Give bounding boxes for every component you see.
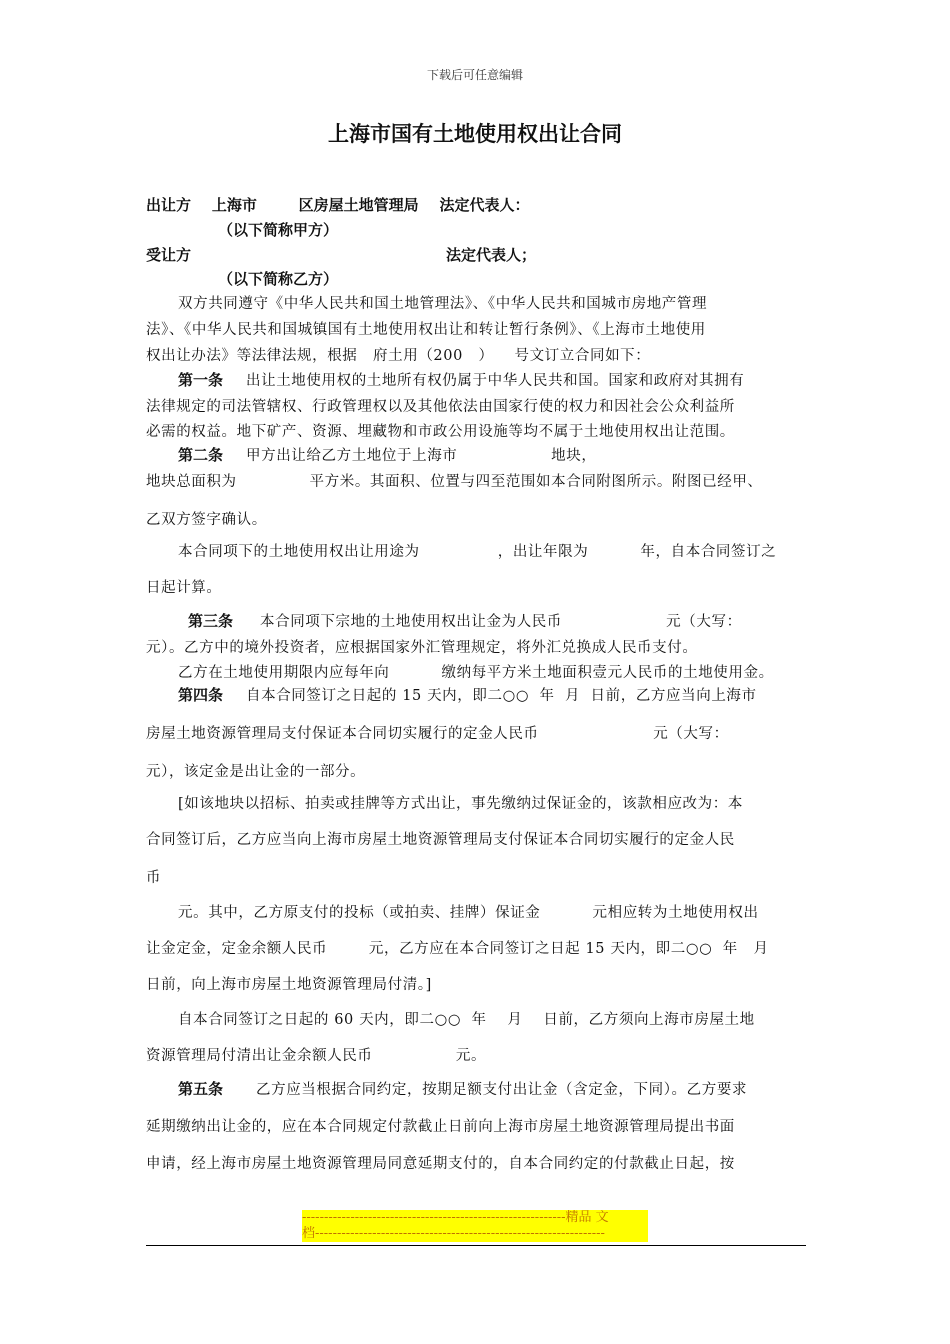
article-4-text: 元），该定金是出让金的一部分。 [146,764,366,780]
article-3-text: 乙方在土地使用期限内应每年向 缴纳每平方米土地面积壹元人民币的土地使用金。 [178,665,774,681]
article-4-text: 自本合同签订之日起的 15 天内，即二○○ 年 月 日前，乙方应当向上海市 [246,688,757,704]
party-b-representative: 法定代表人； [446,246,537,264]
article-5-text: 乙方应当根据合同约定，按期足额支付出让金（含定金，下同）。乙方要求 [256,1082,748,1098]
article-3-text: 元）。乙方中的境外投资者，应根据国家外汇管理规定，将外汇兑换成人民币支付。 [146,640,698,656]
article-2-text: 地块总面积为 平方米。其面积、位置与四至范围如本合同附图所示。附图已经甲、 [146,474,763,490]
article-1-label: 第一条 [178,371,224,389]
article-4-text: 让金定金，定金余额人民币 元，乙方应在本合同签订之日起 15 天内，即二○○ 年 月 [146,941,769,957]
article-3-label: 第三条 [188,612,234,630]
party-b-abbrev: （以下简称乙方） [218,270,339,288]
article-2-text: 乙双方签字确认。 [146,512,267,528]
article-4-text: 资源管理局付清出让金余额人民币 元。 [146,1048,487,1064]
party-a-abbrev: （以下简称甲方） [218,221,339,239]
article-4-text: 自本合同签订之日起的 60 天内，即二○○ 年 月 日前，乙方须向上海市房屋土地 [178,1012,755,1028]
article-1-text: 法律规定的司法管辖权、行政管理权以及其他依法由国家行使的权力和因社会公众利益所 [146,399,735,415]
article-4-text: 日前，向上海市房屋土地资源管理局付清。] [146,977,432,993]
article-2-text: 日起计算。 [146,580,222,596]
article-3-text: 本合同项下宗地的土地使用权出让金为人民币 元（大写： [260,614,742,630]
article-4-text: 房屋土地资源管理局支付保证本合同切实履行的定金人民币 元（大写： [146,726,729,742]
footer-divider [146,1245,806,1246]
article-1-text: 必需的权益。地下矿产、资源、埋藏物和市政公用设施等均不属于土地使用权出让范围。 [146,424,735,440]
article-4-text: 币 [146,870,162,886]
article-5-text: 申请，经上海市房屋土地资源管理局同意延期支付的，自本合同约定的付款截止日起，按 [146,1156,735,1172]
article-5-label: 第五条 [178,1080,224,1098]
footer-watermark-line1: ------------------------------------------------------------精品 文 [302,1210,648,1226]
article-4-text: 合同签订后，乙方应当向上海市房屋土地资源管理局支付保证本合同切实履行的定金人民 [146,832,735,848]
document-title: 上海市国有土地使用权出让合同 [328,122,622,146]
article-4-label: 第四条 [178,686,224,704]
preamble-line: 法》、《中华人民共和国城镇国有土地使用权出让和转让暂行条例》、《上海市土地使用 [146,322,706,338]
footer-watermark-line2: 档------------------------------------------------------------------ [302,1226,648,1242]
article-2-text: 本合同项下的土地使用权出让用途为 ，出让年限为 年，自本合同签订之 [178,544,777,560]
party-a-line: 出让方 上海市 区房屋土地管理局 法定代表人： [146,196,530,214]
article-2-label: 第二条 [178,446,224,464]
article-1-text: 出让土地使用权的土地所有权仍属于中华人民共和国。国家和政府对其拥有 [246,373,745,389]
article-5-text: 延期缴纳出让金的，应在本合同规定付款截止日前向上海市房屋土地资源管理局提出书面 [146,1119,735,1135]
article-4-text: 元。其中，乙方原支付的投标（或拍卖、挂牌）保证金 元相应转为土地使用权出 [178,905,759,921]
party-b-label: 受让方 [146,246,192,264]
article-4-text: [如该地块以招标、拍卖或挂牌等方式出让，事先缴纳过保证金的，该款相应改为：本 [178,796,743,812]
article-2-text: 甲方出让给乙方土地位于上海市 地块， [246,448,597,464]
header-note: 下载后可任意编辑 [426,68,523,82]
preamble-line: 双方共同遵守《中华人民共和国土地管理法》、《中华人民共和国城市房地产管理 [178,296,708,312]
preamble-line: 权出让办法》等法律法规，根据 府土用（200 ） 号文订立合同如下： [146,348,651,364]
